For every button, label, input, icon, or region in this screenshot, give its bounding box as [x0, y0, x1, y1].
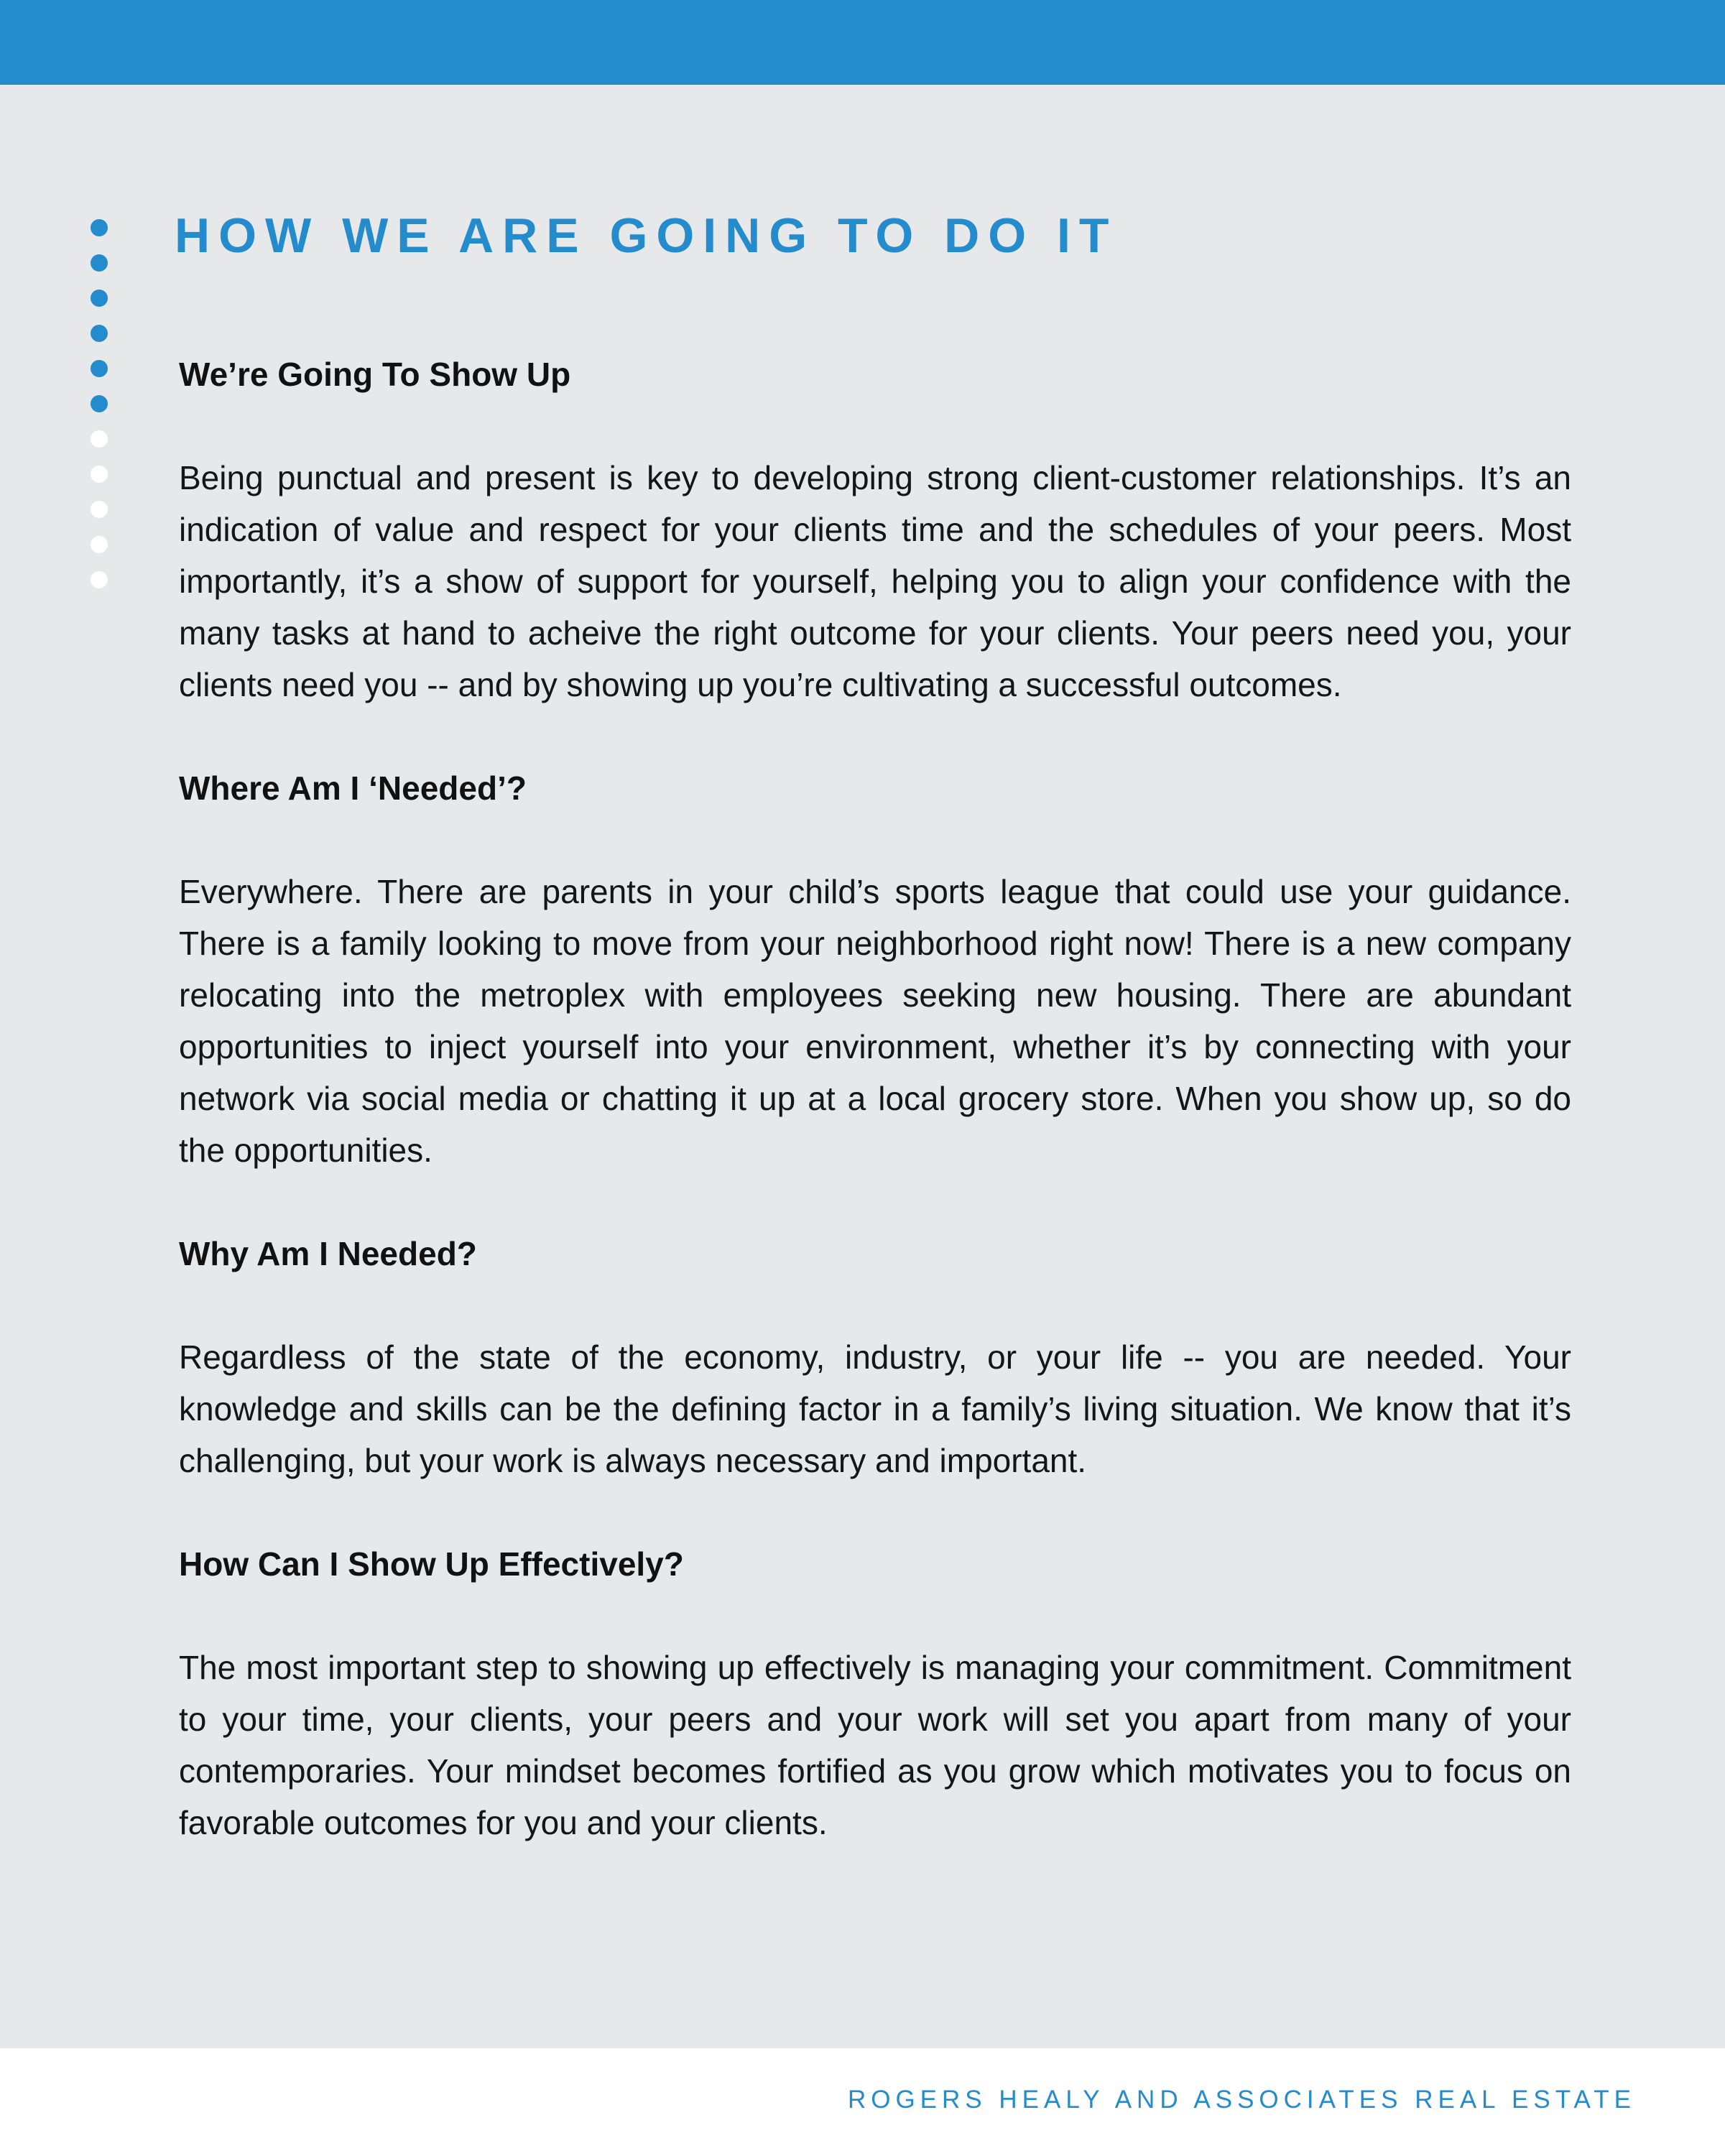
- section-heading: Where Am I ‘Needed’?: [179, 769, 527, 807]
- dot-icon: [91, 430, 108, 448]
- section-body: Regardless of the state of the economy, industry, or your life -- you are needed. Your knowledge and skills can be the defining factor in a family’s living situation. We know that it’s challenging, but your work is always necessary and important.: [179, 1338, 1571, 1479]
- dot-icon: [91, 290, 108, 307]
- dot-icon: [91, 536, 108, 553]
- section-body: The most important step to showing up effectively is managing your commitment. Commitment to your time, your clients, your peers and your work will set you apart from many of your contemporaries. Your mindset becomes fortified as you grow which motivates you to focus on favorable outcomes for you and your clients.: [179, 1649, 1571, 1841]
- dot-icon: [91, 254, 108, 272]
- page-title: HOW WE ARE GOING TO DO IT: [175, 208, 1118, 263]
- article-content: [179, 348, 1571, 1849]
- decorative-dot-column: [91, 219, 109, 593]
- dot-icon: [91, 466, 108, 483]
- section-heading: We’re Going To Show Up: [179, 356, 571, 393]
- dot-icon: [91, 360, 108, 377]
- dot-icon: [91, 501, 108, 518]
- dot-icon: [91, 325, 108, 342]
- section-body: Being punctual and present is key to developing strong client-customer relationships. It’s an indication of value and respect for your clients time and the schedules of your peers. Most importantly, it’s a show of support for yourself, helping you to align your confidence with the many tasks at hand to acheive the right outcome for your clients. Your peers need you, your clients need you -- and by showing up you’re cultivating a successful outcomes.: [179, 459, 1571, 703]
- dot-icon: [91, 395, 108, 412]
- top-accent-bar: [0, 0, 1725, 85]
- section-heading: Why Am I Needed?: [179, 1235, 477, 1272]
- dot-icon: [91, 219, 108, 236]
- footer-brand-text: ROGERS HEALY AND ASSOCIATES REAL ESTATE: [847, 2086, 1636, 2114]
- section-body: Everywhere. There are parents in your child’s sports league that could use your guidance. There is a family looking to move from your neighborhood right now! There is a new company relocating into the metroplex with employees seeking new housing. There are abundant opportunities to inject yourself into your environment, whether it’s by connecting with your network via social media or chatting it up at a local grocery store. When you show up, so do the opportunities.: [179, 873, 1571, 1169]
- section-heading: How Can I Show Up Effectively?: [179, 1545, 684, 1583]
- dot-icon: [91, 571, 108, 588]
